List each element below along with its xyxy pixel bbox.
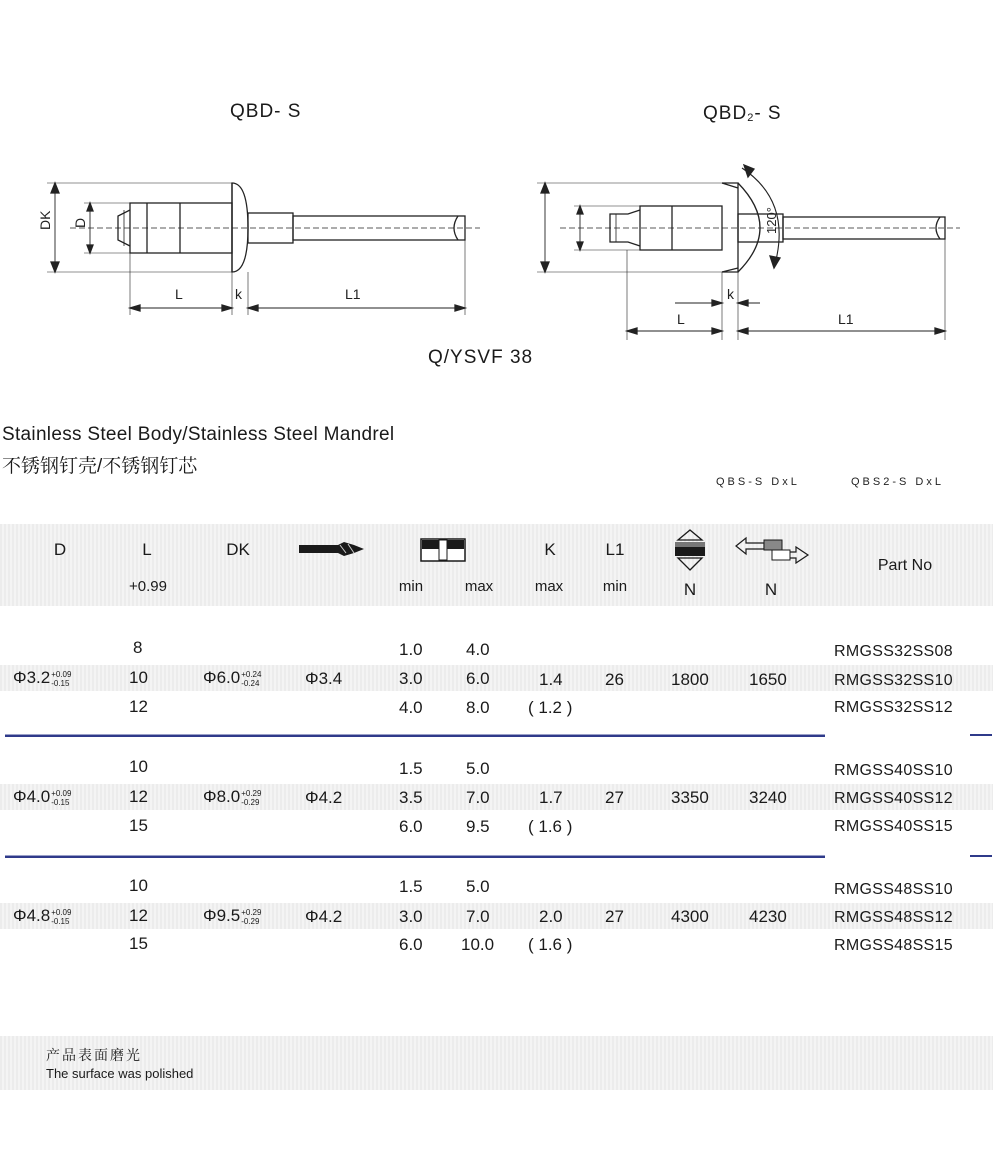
- cell-l: 10: [129, 757, 148, 776]
- cell-d: Φ3.2 +0.09 -0.15: [13, 668, 72, 688]
- cell-k: 2.0: [539, 907, 563, 926]
- cell-max: 7.0: [466, 788, 490, 807]
- cell-max: 6.0: [466, 669, 490, 688]
- cell-k-alt: ( 1.2 ): [528, 698, 573, 717]
- dim-label-l: L: [175, 286, 183, 302]
- header-part-no: Part No: [877, 557, 933, 574]
- footer-band: [0, 1036, 993, 1090]
- cell-min: 1.5: [399, 759, 423, 778]
- cell-max: 5.0: [466, 877, 490, 896]
- cell-k: 1.7: [539, 788, 563, 807]
- group-divider: [5, 734, 825, 737]
- cell-l1: 26: [605, 670, 624, 689]
- cell-n-shear: 4300: [671, 907, 709, 926]
- group-divider: [970, 855, 992, 857]
- cell-k-alt: ( 1.6 ): [528, 935, 573, 954]
- right-rivet-drawing: [537, 165, 960, 340]
- header-n-tensile: N: [764, 580, 778, 599]
- cell-max: 9.5: [466, 817, 490, 836]
- right-diagram-title: $QBD_2-$ S: [703, 103, 782, 124]
- cell-l: 12: [129, 787, 148, 806]
- cell-part-no: RMGSS40SS12: [834, 790, 953, 807]
- dim-label-dk: DK: [37, 210, 53, 230]
- cell-min: 1.0: [399, 640, 423, 659]
- cell-min: 4.0: [399, 698, 423, 717]
- cell-min: 6.0: [399, 935, 423, 954]
- header-l: L: [142, 540, 152, 559]
- left-diagram-title: QBD- S: [230, 101, 302, 122]
- cell-n-tensile: 1650: [749, 670, 787, 689]
- header-l1-min: min: [602, 578, 628, 595]
- cell-n-tensile: 3240: [749, 788, 787, 807]
- cell-l1: 27: [605, 788, 624, 807]
- cell-n-shear: 1800: [671, 670, 709, 689]
- rivet-diagrams: [0, 150, 1000, 350]
- cell-min: 3.5: [399, 788, 423, 807]
- cell-l: 12: [129, 906, 148, 925]
- cell-part-no: RMGSS32SS10: [834, 672, 953, 689]
- cell-k: 1.4: [539, 670, 563, 689]
- dim-label-d: D: [72, 217, 88, 228]
- dim-label-l1: L1: [345, 286, 361, 302]
- cell-drill: Φ4.2: [305, 907, 343, 926]
- cell-part-no: RMGSS32SS08: [834, 643, 953, 660]
- cell-drill: Φ3.4: [305, 669, 343, 688]
- dim-label-k-right: k: [727, 286, 734, 302]
- cell-dk: Φ6.0 +0.24 -0.24: [203, 668, 262, 688]
- header-k: K: [544, 540, 556, 559]
- cell-drill: Φ4.2: [305, 788, 343, 807]
- cell-min: 3.0: [399, 907, 423, 926]
- drill-icon: [298, 540, 368, 558]
- cell-max: 7.0: [466, 907, 490, 926]
- cell-n-tensile: 4230: [749, 907, 787, 926]
- dim-label-k: k: [235, 286, 242, 302]
- cell-max: 10.0: [461, 935, 495, 954]
- cell-l: 10: [129, 876, 148, 895]
- grip-range-icon: [420, 538, 466, 562]
- header-n-shear: N: [683, 580, 697, 599]
- cell-max: 5.0: [466, 759, 490, 778]
- left-rivet-drawing: [47, 183, 480, 315]
- cell-part-no: RMGSS48SS10: [834, 881, 953, 898]
- cell-min: 1.5: [399, 877, 423, 896]
- standard-code: Q/YSVF 38: [428, 347, 534, 368]
- dim-label-l-right: L: [677, 311, 685, 327]
- cell-part-no: RMGSS48SS12: [834, 909, 953, 926]
- cell-max: 4.0: [466, 640, 490, 659]
- cell-l: 12: [129, 697, 148, 716]
- heading-english: Stainless Steel Body/Stainless Steel Mandrel: [2, 424, 395, 445]
- code-right: QBS2-S DxL: [851, 476, 944, 488]
- angle-label: 120°: [764, 207, 779, 234]
- cell-dk: Φ9.5 +0.29 -0.29: [203, 906, 262, 926]
- cell-part-no: RMGSS32SS12: [834, 699, 953, 716]
- cell-min: 3.0: [399, 669, 423, 688]
- header-min: min: [398, 578, 424, 595]
- cell-l: 8: [133, 638, 143, 657]
- cell-l: 10: [129, 668, 148, 687]
- header-k-max: max: [534, 578, 564, 595]
- group-divider: [5, 855, 825, 858]
- cell-d: Φ4.0 +0.09 -0.15: [13, 787, 72, 807]
- header-dk: DK: [226, 540, 250, 559]
- header-d: D: [53, 540, 67, 559]
- footer-chinese: 产品表面磨光: [46, 1047, 142, 1063]
- cell-n-shear: 3350: [671, 788, 709, 807]
- cell-min: 6.0: [399, 817, 423, 836]
- group-divider: [970, 734, 992, 736]
- tensile-strength-icon: [734, 536, 810, 566]
- cell-part-no: RMGSS48SS15: [834, 937, 953, 954]
- code-left: QBS-S DxL: [716, 476, 800, 488]
- cell-l: 15: [129, 934, 148, 953]
- cell-dk: Φ8.0 +0.29 -0.29: [203, 787, 262, 807]
- heading-chinese: 不锈钢钉壳/不锈钢钉芯: [2, 456, 198, 477]
- footer-english: The surface was polished: [46, 1066, 194, 1081]
- header-max: max: [464, 578, 494, 595]
- header-l-tolerance: +0.99: [129, 578, 167, 595]
- dim-label-l1-right: L1: [838, 311, 854, 327]
- cell-l1: 27: [605, 907, 624, 926]
- cell-max: 8.0: [466, 698, 490, 717]
- cell-l: 15: [129, 816, 148, 835]
- cell-part-no: RMGSS40SS15: [834, 818, 953, 835]
- shear-strength-icon: [672, 528, 708, 572]
- cell-k-alt: ( 1.6 ): [528, 817, 573, 836]
- cell-d: Φ4.8 +0.09 -0.15: [13, 906, 72, 926]
- cell-part-no: RMGSS40SS10: [834, 762, 953, 779]
- header-l1: L1: [605, 540, 625, 559]
